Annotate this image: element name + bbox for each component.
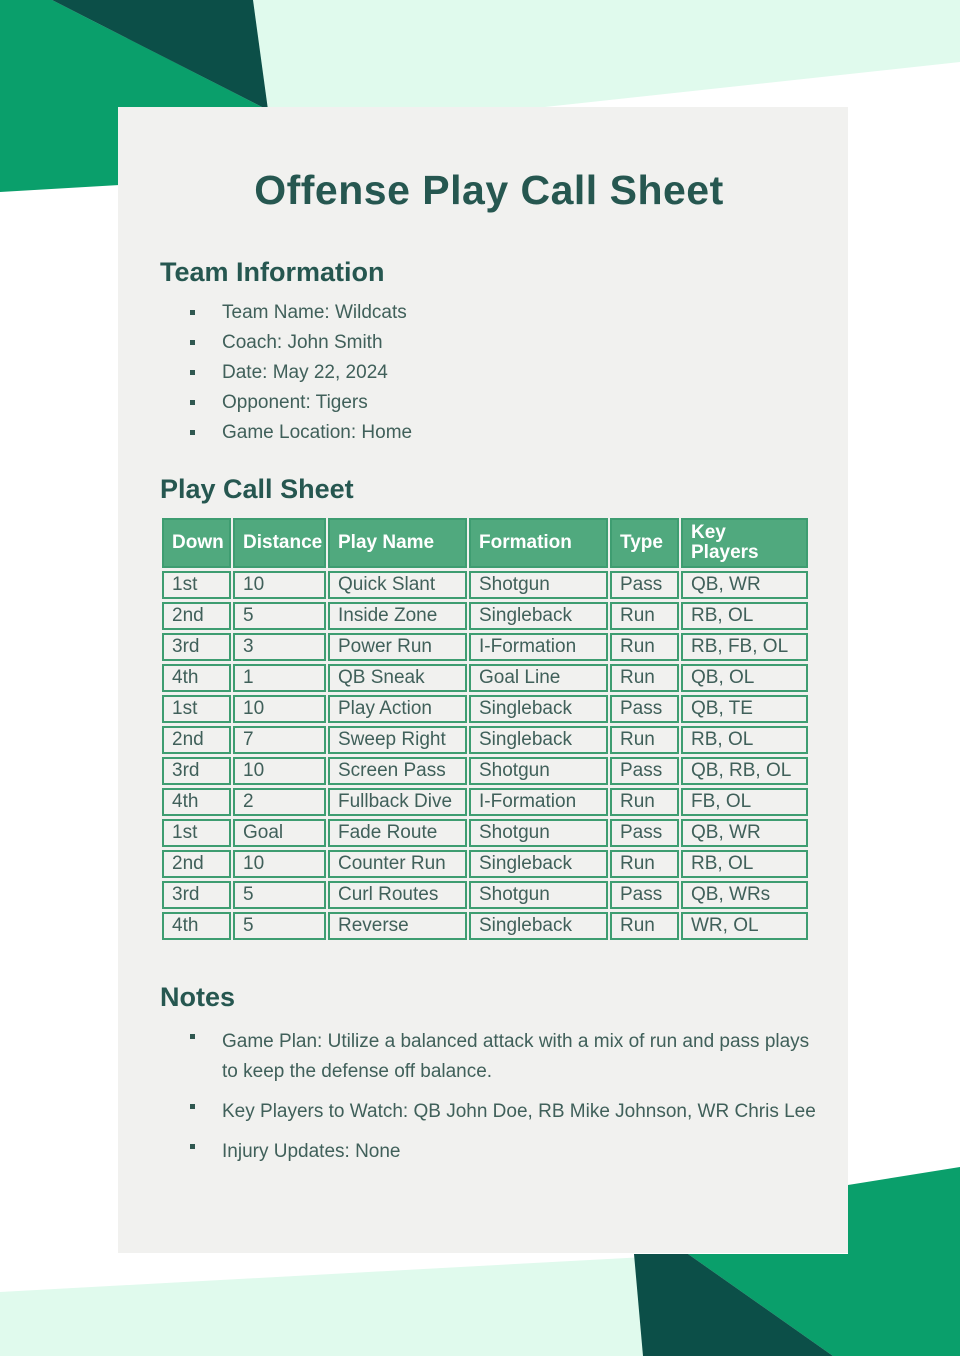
table-cell: I-Formation <box>469 788 608 816</box>
table-cell: Shotgun <box>469 819 608 847</box>
table-cell: Sweep Right <box>328 726 467 754</box>
table-cell: I-Formation <box>469 633 608 661</box>
table-cell: Run <box>610 912 679 940</box>
list-item: Opponent: Tigers <box>160 393 818 413</box>
table-row <box>162 726 808 754</box>
table-cell: QB, TE <box>681 695 808 723</box>
table-cell: Shotgun <box>469 757 608 785</box>
table-cell: Run <box>610 664 679 692</box>
table-cell: Fullback Dive <box>328 788 467 816</box>
table-cell: 10 <box>233 757 326 785</box>
table-cell: QB, RB, OL <box>681 757 808 785</box>
table-cell: RB, OL <box>681 726 808 754</box>
table-cell: 3rd <box>162 757 231 785</box>
table-cell: 2 <box>233 788 326 816</box>
notes-list <box>160 1027 818 1167</box>
table-cell: 5 <box>233 881 326 909</box>
play-call-table <box>160 515 810 943</box>
notes-heading: Notes <box>160 981 236 1012</box>
table-cell: Fade Route <box>328 819 467 847</box>
team-information-heading: Team Information <box>160 257 385 288</box>
table-row <box>162 819 808 847</box>
table-header-cell: Formation <box>469 518 608 568</box>
table-row <box>162 788 808 816</box>
list-item: Game Location: Home <box>160 423 818 443</box>
table-cell: Singleback <box>469 726 608 754</box>
table-cell: Pass <box>610 881 679 909</box>
table-cell: Pass <box>610 757 679 785</box>
table-header-row <box>162 518 808 568</box>
table-header-cell: Down <box>162 518 231 568</box>
table-cell: WR, OL <box>681 912 808 940</box>
table-cell: 7 <box>233 726 326 754</box>
table-cell: Shotgun <box>469 881 608 909</box>
table-cell: Run <box>610 850 679 878</box>
table-row <box>162 571 808 599</box>
table-cell: RB, OL <box>681 850 808 878</box>
table-body <box>162 571 808 940</box>
table-row <box>162 881 808 909</box>
table-cell: Pass <box>610 571 679 599</box>
table-header-cell: Distance <box>233 518 326 568</box>
table-row <box>162 757 808 785</box>
table-cell: Run <box>610 633 679 661</box>
table-cell: Singleback <box>469 695 608 723</box>
table-row <box>162 695 808 723</box>
table-header-cell: Play Name <box>328 518 467 568</box>
table-cell: 10 <box>233 850 326 878</box>
table-cell: FB, OL <box>681 788 808 816</box>
table-cell: RB, FB, OL <box>681 633 808 661</box>
table-cell: QB Sneak <box>328 664 467 692</box>
table-cell: 10 <box>233 695 326 723</box>
table-cell: Goal <box>233 819 326 847</box>
table-cell: 1st <box>162 819 231 847</box>
table-cell: Counter Run <box>328 850 467 878</box>
table-cell: Singleback <box>469 850 608 878</box>
table-cell: QB, WRs <box>681 881 808 909</box>
table-cell: 4th <box>162 788 231 816</box>
table-header-cell: Key Players <box>681 518 808 568</box>
table-cell: Screen Pass <box>328 757 467 785</box>
list-item: Injury Updates: None <box>160 1137 818 1167</box>
table-cell: RB, OL <box>681 602 808 630</box>
play-call-sheet-heading: Play Call Sheet <box>160 473 354 504</box>
table-cell: Inside Zone <box>328 602 467 630</box>
table-cell: Run <box>610 726 679 754</box>
table-cell: 1 <box>233 664 326 692</box>
list-item: Game Plan: Utilize a balanced attack with a mix of run and pass plays to keep the defense off balance. <box>160 1027 818 1087</box>
table-cell: 5 <box>233 912 326 940</box>
table-cell: Quick Slant <box>328 571 467 599</box>
table-cell: Reverse <box>328 912 467 940</box>
table-cell: 3 <box>233 633 326 661</box>
list-item: Key Players to Watch: QB John Doe, RB Mike Johnson, WR Chris Lee <box>160 1097 818 1127</box>
table-cell: QB, OL <box>681 664 808 692</box>
table-cell: Pass <box>610 695 679 723</box>
list-item: Date: May 22, 2024 <box>160 363 818 383</box>
table-row <box>162 664 808 692</box>
list-item: Team Name: Wildcats <box>160 303 818 323</box>
table-cell: Run <box>610 602 679 630</box>
table-cell: 4th <box>162 664 231 692</box>
table-cell: 1st <box>162 695 231 723</box>
team-info-list <box>160 303 818 443</box>
table-cell: Run <box>610 788 679 816</box>
table-cell: Singleback <box>469 912 608 940</box>
table-row <box>162 912 808 940</box>
table-cell: 5 <box>233 602 326 630</box>
table-cell: Power Run <box>328 633 467 661</box>
table-cell: Curl Routes <box>328 881 467 909</box>
table-header-cell: Type <box>610 518 679 568</box>
table-cell: 2nd <box>162 726 231 754</box>
table-cell: 2nd <box>162 850 231 878</box>
table-row <box>162 633 808 661</box>
table-row <box>162 602 808 630</box>
table-cell: Pass <box>610 819 679 847</box>
table-cell: Play Action <box>328 695 467 723</box>
sheet-card <box>118 107 848 1253</box>
list-item: Coach: John Smith <box>160 333 818 353</box>
table-cell: Singleback <box>469 602 608 630</box>
table-cell: 2nd <box>162 602 231 630</box>
table-cell: QB, WR <box>681 571 808 599</box>
table-cell: Goal Line <box>469 664 608 692</box>
table-row <box>162 850 808 878</box>
table-cell: 3rd <box>162 633 231 661</box>
table-cell: 1st <box>162 571 231 599</box>
page-title: Offense Play Call Sheet <box>254 167 724 213</box>
table-cell: Shotgun <box>469 571 608 599</box>
table-cell: QB, WR <box>681 819 808 847</box>
table-cell: 4th <box>162 912 231 940</box>
table-cell: 10 <box>233 571 326 599</box>
table-cell: 3rd <box>162 881 231 909</box>
